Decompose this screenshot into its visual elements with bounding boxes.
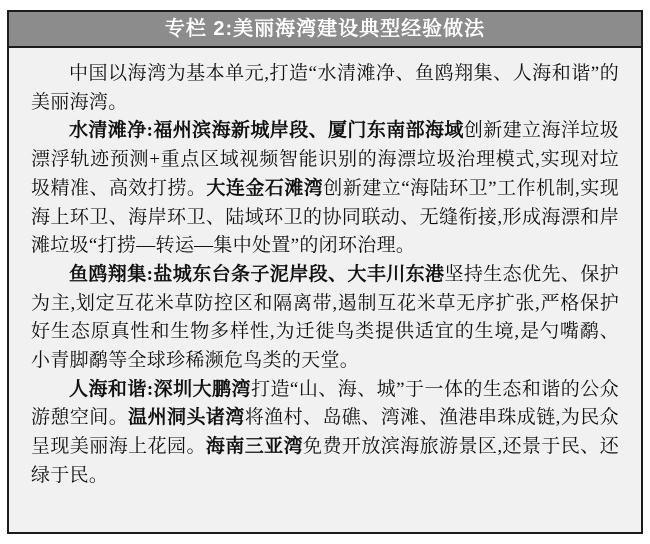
- panel-title: 专栏 2:美丽海湾建设典型经验做法: [164, 18, 486, 40]
- paragraph: [31, 261, 619, 376]
- paragraph: [31, 376, 619, 491]
- text-segment: 中国以海湾为基本单元,打造“水清滩净、鱼鸥翔集、人海和谐”的美丽海湾。: [31, 63, 619, 113]
- highlight-text-segment: 海南三亚湾: [205, 436, 304, 458]
- text-segment: 将渔村、岛礁、湾滩、渔港串珠成链,为民众呈现美丽海上花园。: [31, 407, 619, 458]
- text-segment: 免费开放滨海旅游景区,还景于民、还绿于民。: [31, 436, 619, 486]
- paragraph: [31, 117, 619, 261]
- panel-body: [9, 48, 641, 530]
- highlight-text-segment: 水清滩净:福州滨海新城岸段、厦门东南部海域: [69, 120, 464, 142]
- text-segment: 打造“山、海、城”于一体的生态和谐的公众游憩空间。: [31, 378, 619, 429]
- text-segment: 创新建立海洋垃圾漂浮轨迹预测+重点区域视频智能识别的海漂垃圾治理模式,实现对垃圾精准、高效打捞。: [31, 120, 619, 199]
- panel-header: [9, 12, 641, 48]
- highlight-text-segment: 大连金石滩湾: [206, 177, 324, 199]
- text-segment: 创新建立“海陆环卫”工作机制,实现海上环卫、海岸环卫、陆域环卫的协同联动、无缝衔接,形成海漂和岸滩垃圾“打捞—转运—集中处置”的闭环治理。: [31, 177, 619, 257]
- highlight-text-segment: 鱼鸥翔集:盐城东台条子泥岸段、大丰川东港: [69, 263, 445, 285]
- experience-column-panel: [7, 10, 643, 534]
- text-segment: 坚持生态优先、保护为主,划定互花米草防控区和隔离带,遏制互花米草无序扩张,严格保护好生态原真性和生物多样性,为迁徙鸟类提供适宜的生境,是勺嘴鹬、小青脚鹬等全球珍稀濒危鸟类的天堂。: [31, 263, 620, 372]
- paragraph: [31, 60, 619, 117]
- highlight-text-segment: 温州洞头诸湾: [128, 407, 245, 429]
- highlight-text-segment: 人海和谐:深圳大鹏湾: [69, 378, 251, 400]
